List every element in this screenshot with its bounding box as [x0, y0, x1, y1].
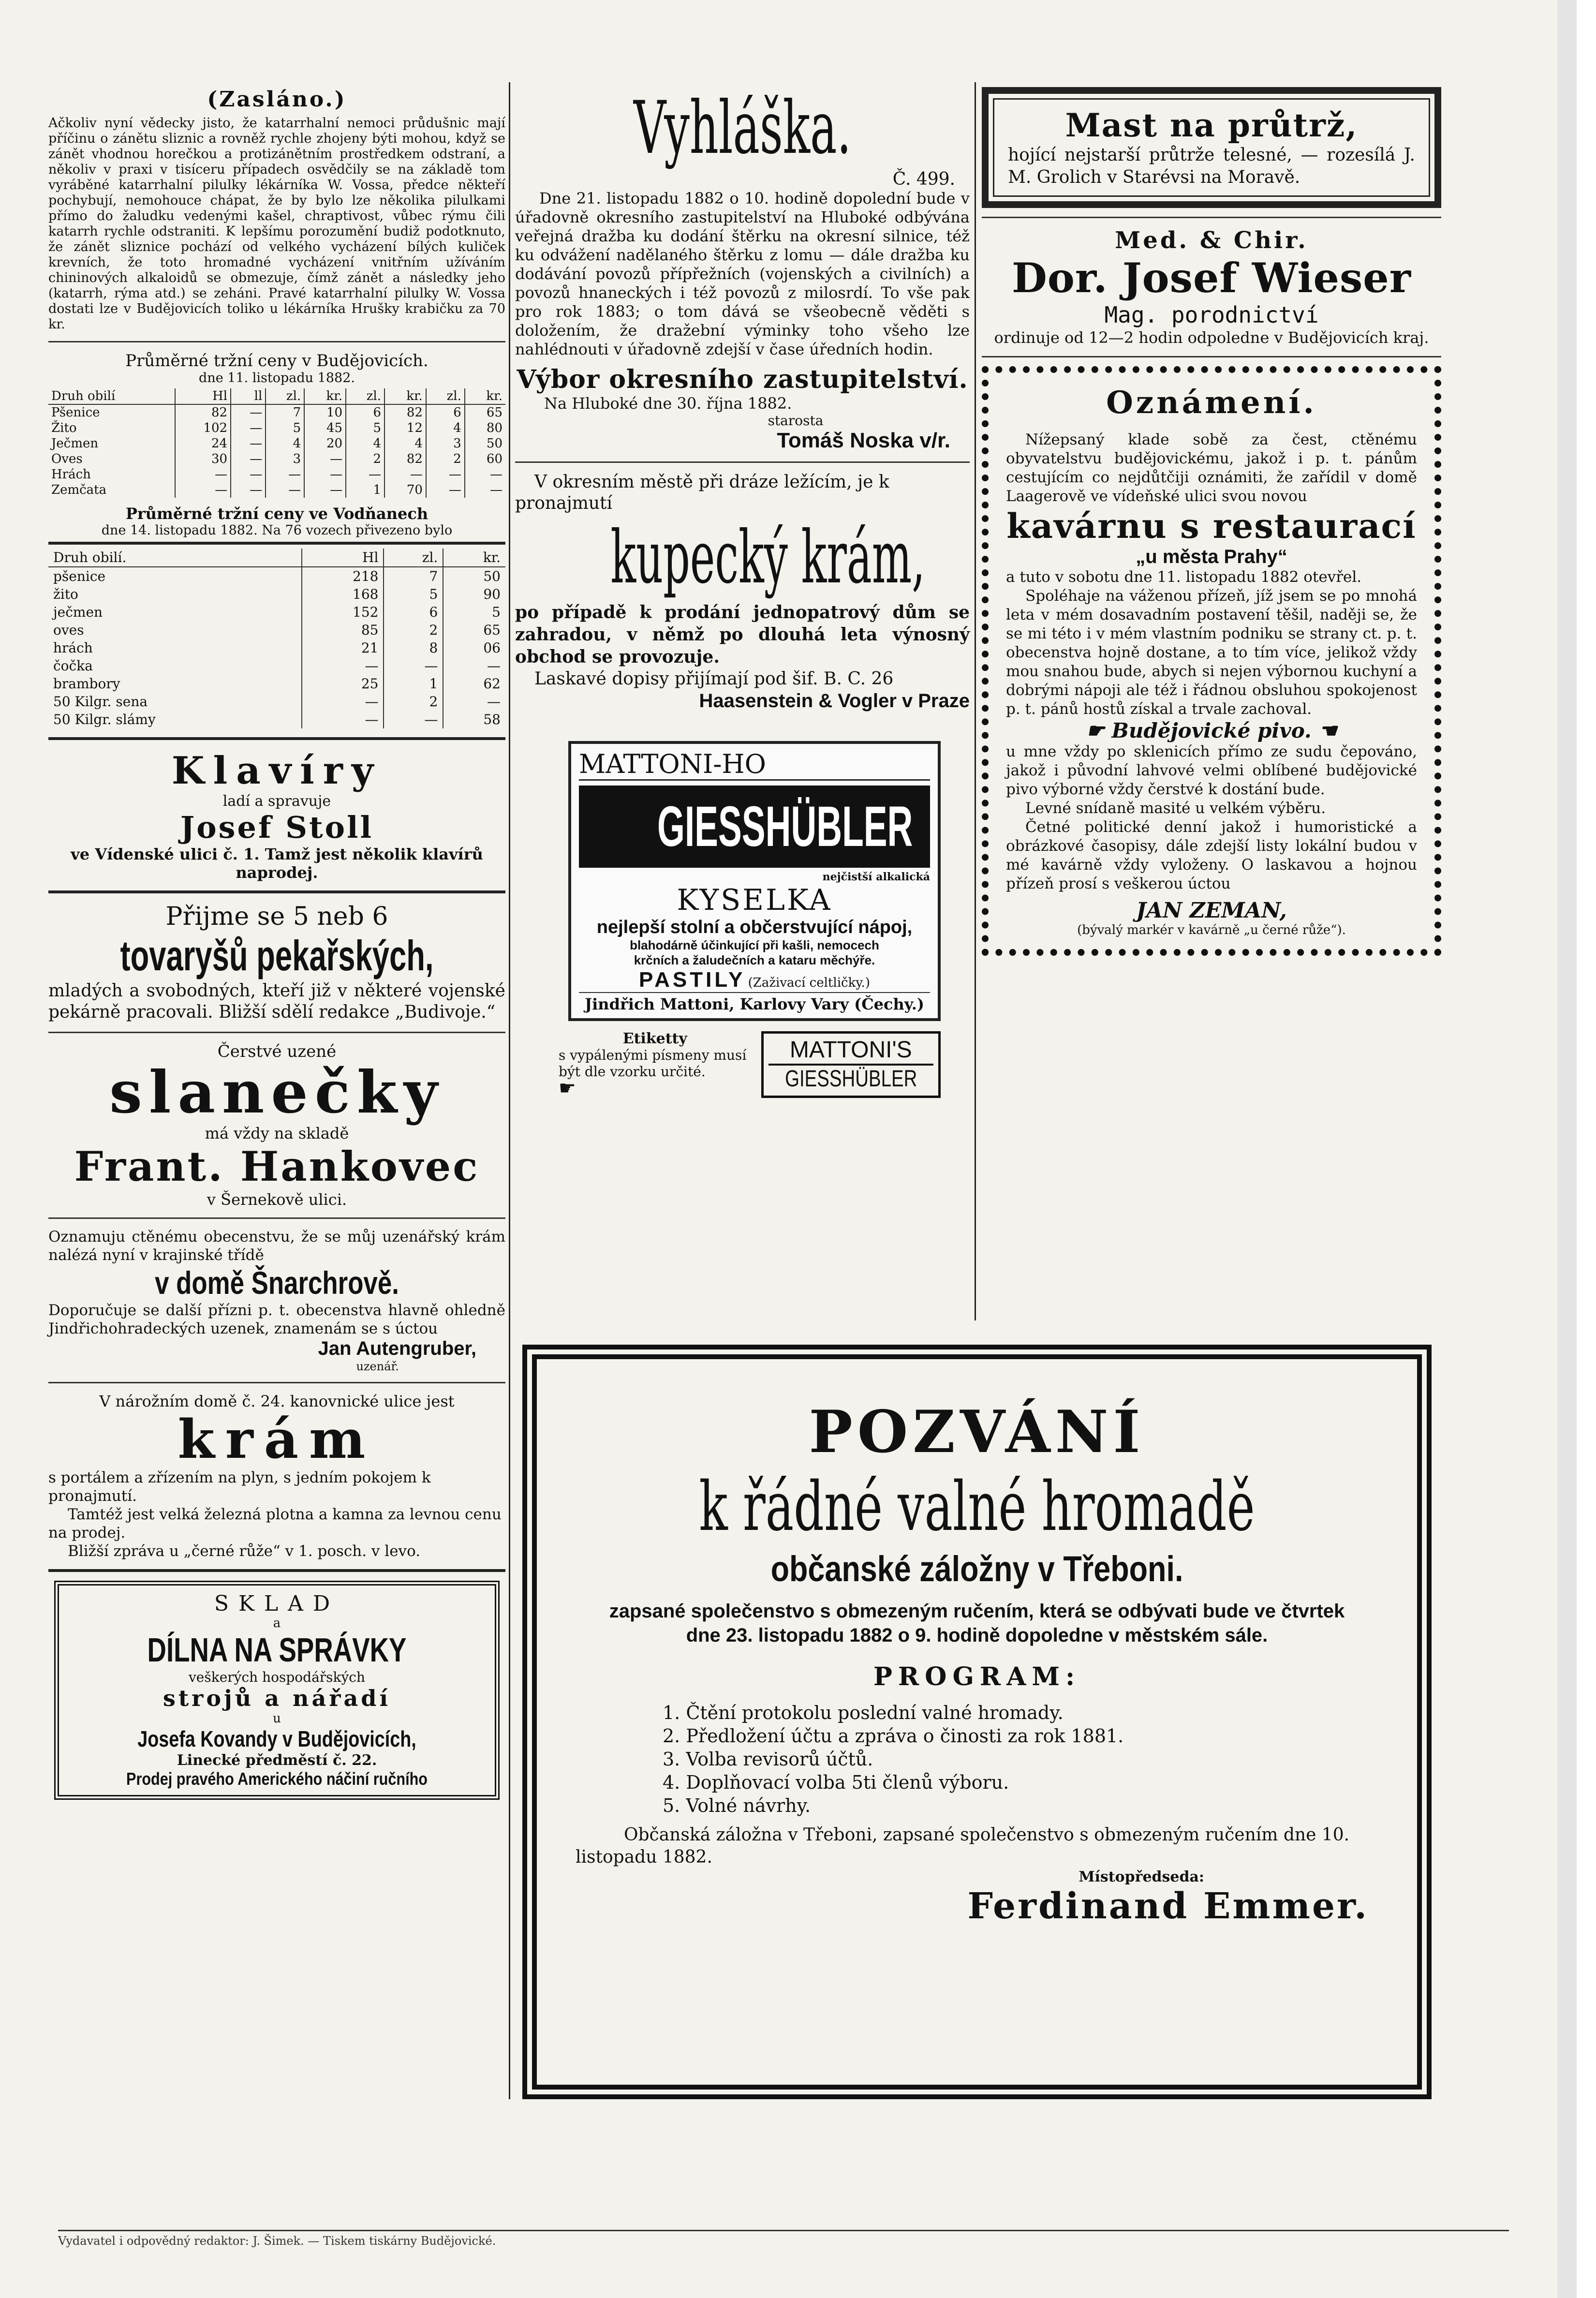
klaviry-title: Klavíry: [171, 749, 383, 793]
table-cell: —: [384, 467, 426, 482]
column-left: [48, 87, 505, 1800]
oznameni-big: kavárnu s restaurací: [1006, 506, 1417, 546]
vyhlaska-role: starosta: [768, 413, 824, 429]
divider: [48, 737, 505, 740]
klaviry-ad: [48, 749, 505, 882]
table-cell: brambory: [53, 676, 120, 692]
divider: [515, 461, 970, 463]
table-cell: —: [465, 482, 505, 498]
uzenar-ad: [48, 1228, 505, 1373]
table-cell: 4: [384, 436, 426, 451]
table-cell: 218: [302, 567, 384, 585]
table-row: [48, 436, 505, 451]
column-rule: [509, 82, 510, 2099]
sklad-addr: Linecké předměstí č. 22.: [177, 1752, 377, 1769]
table-cell: —: [231, 467, 266, 482]
pointing-hand-icon: ☛: [559, 1077, 576, 1099]
table-cell: čočka: [53, 658, 93, 674]
vyhlaska: [515, 87, 970, 453]
oznameni-title: Oznámení.: [1106, 385, 1317, 421]
sklad-title: SKLAD: [214, 1591, 340, 1616]
prices-title: Průměrné tržní ceny ve Vodňanech: [125, 504, 429, 523]
mattoni-tag: nejčistší alkalická: [822, 871, 930, 883]
wieser-ad: [982, 227, 1441, 347]
footer: Vydavatel i odpovědný redaktor: J. Šimek. — Tiskem tiskárny Budějovické.: [58, 2230, 1509, 2248]
table-row: [48, 657, 505, 675]
kupecky-text: po případě k prodání jednopatrový dům se zahradou, v němž po dlouhá leta výnosný obchod se provozuje.: [515, 602, 970, 667]
table-header-cell: kr.: [304, 388, 346, 404]
table-cell: 5: [346, 420, 384, 436]
etiketty-text-block: [559, 1031, 752, 1098]
table-header-cell: Hl: [302, 549, 384, 567]
program-item: 1. Čtění protokolu poslední valné hromady.: [663, 1702, 1064, 1723]
uzenar-role: uzenář.: [356, 1360, 399, 1373]
slanecky-line2: má vždy na skladě: [205, 1124, 349, 1142]
table-cell: 20: [304, 436, 346, 451]
kupecky-big: kupecký krám,: [610, 516, 925, 600]
table-cell: —: [302, 711, 384, 728]
table-cell: 2: [426, 451, 465, 467]
table-cell: 65: [465, 404, 505, 420]
pointing-hand-icon: ☛: [1086, 719, 1105, 742]
oznameni-text2: a tuto v sobotu dne 11. listopadu 1882 otevřel.: [1006, 568, 1362, 586]
divider: [48, 542, 505, 545]
mast-text: hojící nejstarší průtrže telesné, — rozesílá J. M. Grolich v Starévsi na Moravě.: [1008, 145, 1415, 187]
kupecky-text2: Laskavé dopisy přijímají pod šif. B. C. 26: [534, 669, 894, 689]
divider: [982, 217, 1441, 218]
table-cell: žito: [53, 586, 78, 602]
sklad-big: DÍLNA NA SPRÁVKY: [147, 1631, 407, 1669]
table-header-cell: Hl: [175, 388, 231, 404]
table-cell: Žito: [51, 421, 77, 435]
table-cell: —: [175, 467, 231, 482]
kram-text3: Bližší zpráva u „černé růže“ v 1. posch. v levo.: [68, 1542, 421, 1560]
vyhlaska-signer: Výbor okresního zastupitelství.: [517, 365, 968, 394]
table-cell: 4: [426, 420, 465, 436]
table-cell: 4: [266, 436, 304, 451]
table-cell: 70: [384, 482, 426, 498]
table-row: [48, 482, 505, 498]
table-cell: 2: [384, 621, 443, 639]
slanecky-big: slanečky: [109, 1058, 444, 1127]
table-row: [48, 675, 505, 693]
oznameni-text1: Nížepsaný klade sobě za čest, ctěnému obyvatelstvu budějovickému, jakož i p. t. pánům cestujícím co nejdůtčiji oznámiti, že zařídil v domě Laagerově ve vídeňské ulici svou novou: [1006, 431, 1417, 505]
vyhlaska-text: Dne 21. listopadu 1882 o 10. hodině dopolední bude v úřadovně okresního zastupitelství na Hluboké odbývána veřejná dražba ku dodání štěrku na okresní silnice, též ku odvážení nadělaného štěrku z lomu — dále dražba ku dodávání povozů přípřežních (vojenských a civilních) a povozů hnaneckých i též povozů z milosrdí. To vše pak pro rok 1883; o tom dává se všeobecně věděti s doložením, že dražební výminky toho všeho lze nahlédnouti v úřadovně zdejší v čase úředních hodin.: [515, 189, 970, 358]
uzenar-text1: Oznamuju ctěnému obecenstvu, že se můj uzenářský krám nalézá nyní v krajinské třídě: [48, 1228, 505, 1264]
table-header-cell: zl.: [266, 388, 304, 404]
table-cell: 168: [302, 585, 384, 603]
table-row: [48, 467, 505, 482]
wieser-line2: Mag. porodnictví: [1104, 302, 1319, 328]
oznameni-ad: [982, 366, 1441, 956]
etiketty-text: s vypálenými písmeny musí být dle vzorku určité.: [559, 1047, 747, 1080]
etiketty-title: Etiketty: [622, 1030, 687, 1047]
slanecky-ad: [48, 1042, 505, 1209]
table-cell: 25: [302, 675, 384, 693]
table-cell: —: [266, 467, 304, 482]
table-cell: —: [266, 482, 304, 498]
prices-title: Průměrné tržní ceny v Budějovicích.: [125, 351, 429, 371]
pekari-big: tovaryšů pekařských,: [120, 932, 434, 979]
pozvani-title: POZVÁNÍ: [809, 1398, 1145, 1466]
mattoni-line1: nejlepší stolní a občerstvující nápoj,: [596, 917, 913, 937]
table-cell: —: [231, 482, 266, 498]
divider: [48, 1382, 505, 1383]
table-cell: —: [304, 482, 346, 498]
klaviry-line2: ve Vídenské ulici č. 1. Tamž jest několik klavírů naprodej.: [71, 845, 483, 882]
divider: [48, 890, 505, 893]
mattoni-line2: blahodárně účinkující při kašli, nemocech: [630, 938, 879, 952]
pozvani-program-title: PROGRAM:: [873, 1662, 1081, 1691]
oznameni-pivo: Budějovické pivo.: [1111, 719, 1312, 742]
table-cell: oves: [53, 622, 84, 638]
vyhlaska-place-date: Na Hluboké dne 30. října 1882.: [544, 394, 792, 413]
table-cell: 82: [175, 404, 231, 420]
table-cell: 82: [384, 404, 426, 420]
table-cell: 8: [384, 639, 443, 657]
table-cell: 50 Kilgr. sena: [53, 694, 148, 710]
table-cell: ječmen: [53, 604, 103, 620]
table-cell: —: [384, 711, 443, 728]
wieser-line3: ordinuje od 12—2 hodin odpoledne v Budějovicích kraj.: [994, 328, 1429, 347]
kupecky-ad: [515, 472, 970, 712]
slanecky-name: Frant. Hankovec: [74, 1142, 480, 1190]
table-cell: —: [384, 657, 443, 675]
divider: [48, 1217, 505, 1219]
klaviry-name: Josef Stoll: [180, 810, 374, 845]
mattoni-top: MATTONI-HO: [579, 749, 930, 781]
sklad-line2: strojů a nářadí: [163, 1685, 391, 1711]
table-cell: Ječmen: [51, 436, 99, 451]
table-cell: —: [175, 482, 231, 498]
table-cell: —: [231, 451, 266, 467]
kram-text2: Tamtéž jest velká železná plotna a kamna za levnou cenu na prodej.: [48, 1506, 502, 1542]
vyhlaska-name: Tomáš Noska v/r.: [777, 429, 950, 452]
sklad-line1: veškerých hospodářských: [188, 1669, 366, 1685]
mattoni-etiketty: [559, 1031, 941, 1098]
kram-line1: V nárožním domě č. 24. kanovnické ulice jest: [99, 1392, 455, 1410]
table-cell: hrách: [53, 640, 93, 656]
table-row: [48, 420, 505, 436]
table-header-cell: zl.: [426, 388, 465, 404]
table-cell: 21: [302, 639, 384, 657]
table-cell: 10: [304, 404, 346, 420]
table-cell: 58: [443, 711, 505, 728]
stamp-line1: MATTONI'S: [768, 1037, 933, 1066]
oznameni-text4: u mne vždy po sklenicích přímo ze sudu čepováno, jakož i původní lahvové velmi oblíbené budějovické pivo výborné vždy čerstvé k dostání bude.: [1006, 743, 1417, 798]
table-cell: 85: [302, 621, 384, 639]
table-header-cell: zl.: [384, 549, 443, 567]
table-cell: 65: [443, 621, 505, 639]
prices-table: [48, 549, 505, 728]
oznameni-text6: Četné politické denní jakož i humoristické a obrázkové časopisy, dále zdejší listy lokální budou v mé kavárně vždy vyloženy. O laskavou a hojnou přízeň prosí s veškerou úctou: [1006, 818, 1417, 892]
pozvani-line1: k řádné valné hromadě: [699, 1468, 1255, 1546]
sklad-name: Josefa Kovandy v Budějovicích,: [137, 1726, 416, 1751]
mattoni-brand-banner: [579, 786, 930, 868]
oznameni-role: (bývalý markér v kavárně „u černé růže“).: [1077, 923, 1346, 937]
table-cell: 3: [266, 451, 304, 467]
divider: [48, 1569, 505, 1572]
sklad-last: Prodej pravého Amerického náčiní ručního: [126, 1769, 428, 1789]
table-cell: 12: [384, 420, 426, 436]
kram-ad: [48, 1392, 505, 1560]
prices-vodnany: [48, 504, 505, 728]
table-cell: —: [346, 467, 384, 482]
table-cell: 24: [175, 436, 231, 451]
table-header-cell: ll: [231, 388, 266, 404]
table-row: [48, 639, 505, 657]
oznameni-name: JAN ZEMAN,: [1136, 898, 1287, 923]
klaviry-line1: ladí a spravuje: [222, 793, 331, 810]
table-cell: 50: [443, 567, 505, 585]
table-header-cell: Druh obilí: [48, 388, 175, 404]
column-right: [982, 87, 1441, 956]
pozvani-line2: občanské záložny v Třeboni.: [770, 1549, 1183, 1589]
table-cell: 3: [426, 436, 465, 451]
table-cell: 2: [346, 451, 384, 467]
table-cell: Oves: [51, 452, 83, 466]
table-row: [48, 404, 505, 420]
mast-title: Mast na průtrž,: [1065, 106, 1358, 144]
slanecky-line1: Čerstvé uzené: [217, 1042, 337, 1061]
table-cell: —: [426, 482, 465, 498]
table-cell: 152: [302, 603, 384, 621]
column-rule: [975, 82, 976, 1320]
table-cell: 1: [346, 482, 384, 498]
table-row: [48, 567, 505, 585]
table-cell: Hrách: [51, 467, 91, 482]
table-cell: 50: [465, 436, 505, 451]
table-cell: 6: [384, 603, 443, 621]
pekari-text: mladých a svobodných, kteří již v některé vojenské pekárně pracovali. Bližší sdělí redakce „Budivoje.“: [48, 981, 505, 1022]
wieser-line1: Med. & Chir.: [1115, 227, 1308, 254]
table-cell: —: [231, 420, 266, 436]
prices-date: dne 11. listopadu 1882.: [199, 371, 355, 385]
zaslano-text: Ačkoliv nyní vědecky jisto, že katarrhalní nemoci průdušnic mají příčinu o zánětu sliznic a rovněž rychle zhojeny býti mohou, když se zánět vhodnou horečkou a protizánětním prostředkem odstraní, a několiv v praxi v tisíceru případech osvědčily se na základě tom vyráběné katarrhalní pilulky lékárníka W. Vossa, předce někteří pochybují, nemohouce chápat, že by bylo lze několika pilulkami přímo do žaludku vedenými kašel, chraptivost, vůbec rýmu čili katarrh rychle odstraniti. K lepšímu porozumění budiž podotknuto, že zánět sliznice pochází od velkého vycházení bílých kuliček krevních, že toto hromadné vycházení vnitřním užíváním chininových alkaloidů se obmezuje, čímž zánět a následky jeho (katarrh, rýma atd.) se zeháni. Pravé katarrhalní pilulky W. Vossa dostati lze v Budějovicích toliko u lékárníka Hrušky krabičku za 70 kr.: [48, 116, 505, 332]
table-header-cell: kr.: [443, 549, 505, 567]
prices-budejovice: [48, 351, 505, 498]
table-cell: pšenice: [53, 568, 106, 584]
program-item: 3. Volba revisorů účtů.: [663, 1749, 873, 1770]
prices-table: [48, 388, 505, 498]
table-cell: —: [302, 693, 384, 711]
mattoni-signature: Jindřich Mattoni, Karlovy Vary (Čechy.): [579, 992, 930, 1013]
pekari-line1: Přijme se 5 neb 6: [165, 902, 388, 931]
wieser-name: Dor. Josef Wieser: [1012, 254, 1411, 302]
program-item: 5. Volné návrhy.: [663, 1795, 811, 1816]
table-cell: —: [304, 451, 346, 467]
table-header-cell: Druh obilí.: [48, 549, 302, 567]
pozvani-closing: Občanská záložna v Třeboni, zapsané společenstvo s obmezeným ručením dne 10. listopadu 1882.: [576, 1825, 1350, 1867]
slanecky-line3: v Šernekově ulici.: [207, 1190, 347, 1209]
uzenar-big: v domě Šnarchrově.: [155, 1265, 399, 1301]
table-row: [48, 451, 505, 467]
mattoni-pastily-note: (Zaživací celtličky.): [748, 976, 870, 990]
table-cell: —: [302, 657, 384, 675]
table-row: [48, 603, 505, 621]
table-cell: 90: [443, 585, 505, 603]
table-cell: 80: [465, 420, 505, 436]
zaslano-heading: (Zasláno.): [207, 87, 347, 112]
table-cell: 102: [175, 420, 231, 436]
mattoni-pastily-row: [579, 968, 930, 992]
table-cell: 62: [443, 675, 505, 693]
table-cell: —: [426, 467, 465, 482]
table-row: [48, 693, 505, 711]
pozvani-name: Ferdinand Emmer.: [967, 1885, 1369, 1927]
program-list: [576, 1701, 1378, 1817]
mast-ad: [982, 87, 1441, 208]
prices-subtitle: dne 14. listopadu 1882. Na 76 vozech přivezeno bylo: [101, 523, 453, 538]
table-cell: —: [304, 467, 346, 482]
table-cell: 7: [384, 567, 443, 585]
table-row: [48, 585, 505, 603]
zaslano-section: [48, 87, 505, 332]
table-cell: —: [443, 693, 505, 711]
column-middle: [515, 87, 970, 1098]
table-cell: —: [231, 436, 266, 451]
sklad-ad: [54, 1581, 500, 1800]
scan-edge: [1557, 0, 1577, 2298]
stamp-line2: GIESSHÜBLER: [784, 1066, 917, 1092]
oznameni-name-place: „u města Prahy“: [1136, 546, 1287, 567]
pozvani-role: Místopředseda:: [1079, 1868, 1204, 1885]
table-cell: 82: [384, 451, 426, 467]
sklad-and: a: [273, 1616, 281, 1631]
uzenar-text2: Doporučuje se další přízni p. t. obecenstva hlavně ohledně Jindřichohradeckých uzenek, znamenám se s úctou: [48, 1302, 505, 1337]
table-cell: 4: [346, 436, 384, 451]
table-cell: 2: [384, 693, 443, 711]
table-cell: —: [465, 467, 505, 482]
mattoni-ad: [568, 741, 941, 1021]
table-header-cell: zl.: [346, 388, 384, 404]
program-item: 4. Doplňovací volba 5ti členů výboru.: [663, 1772, 1009, 1793]
table-cell: 5: [384, 585, 443, 603]
vyhlaska-number: Č. 499.: [892, 169, 955, 189]
table-cell: 6: [426, 404, 465, 420]
table-row: [48, 621, 505, 639]
table-cell: Pšenice: [51, 405, 100, 420]
table-cell: 6: [346, 404, 384, 420]
table-cell: Zemčata: [51, 483, 107, 497]
table-cell: 7: [266, 404, 304, 420]
divider: [982, 356, 1441, 357]
table-cell: —: [231, 404, 266, 420]
table-cell: 5: [266, 420, 304, 436]
divider: [48, 1032, 505, 1033]
mattoni-kyselka: KYSELKA: [677, 883, 832, 917]
program-item: 2. Předložení účtu a zpráva o činosti za rok 1881.: [663, 1725, 1124, 1747]
mattoni-brand: GIESSHÜBLER: [657, 795, 913, 859]
sklad-u: u: [273, 1711, 281, 1726]
table-cell: 1: [384, 675, 443, 693]
mattoni-pastily: PASTILY: [639, 968, 746, 992]
mattoni-stamp: [761, 1031, 941, 1098]
pekari-ad: [48, 902, 505, 1023]
oznameni-text5: Levné snídaně masité u velkém výběru.: [1025, 800, 1326, 817]
kupecky-agency: Haasenstein & Vogler v Praze: [699, 690, 970, 712]
table-cell: 45: [304, 420, 346, 436]
table-cell: 5: [443, 603, 505, 621]
pozvani-text: zapsané společenstvo s obmezeným ručením, která se odbývati bude ve čtvrtek dne 23. listopadu 1882 o 9. hodině dopoledne v městském sále.: [609, 1601, 1345, 1646]
kram-text: s portálem a zřízením na plyn, s jedním pokojem k pronajmutí.: [48, 1469, 431, 1505]
vyhlaska-title: Vyhláška.: [633, 86, 852, 170]
table-cell: 60: [465, 451, 505, 467]
mattoni-line3: krčních a žaludečních a kataru měchýře.: [634, 953, 875, 967]
divider: [48, 341, 505, 342]
oznameni-pivo-row: [1006, 719, 1417, 742]
table-cell: 50 Kilgr. slámy: [53, 712, 156, 727]
table-cell: —: [443, 657, 505, 675]
table-header-cell: kr.: [384, 388, 426, 404]
table-cell: 06: [443, 639, 505, 657]
oznameni-text3: Spoléhaje na váženou přízeň, jíž jsem se po mnohá leta v mém dosavadním postavení těšil, naději se, že se mi této i v mém vlastním podniku se strany ct. p. t. obecenstva hojně dostane, a to tím více, jelikož vždy mou snahou bude, abych si nejen výbornou kuchyní a dobrými nápoji ale též i řádnou obsluhou spokojenost p. t. pánů hostů získal a trvale zachoval.: [1006, 587, 1417, 718]
kupecky-line1: V okresním městě při dráze ležícím, je k pronajmutí: [515, 472, 889, 513]
uzenar-name: Jan Autengruber,: [318, 1338, 476, 1359]
table-cell: 30: [175, 451, 231, 467]
table-row: [48, 711, 505, 728]
kram-big: krám: [177, 1408, 376, 1470]
table-header-cell: kr.: [465, 388, 505, 404]
pozvani-ad: [522, 1345, 1432, 2099]
pointing-hand-icon: ☚: [1318, 719, 1337, 742]
